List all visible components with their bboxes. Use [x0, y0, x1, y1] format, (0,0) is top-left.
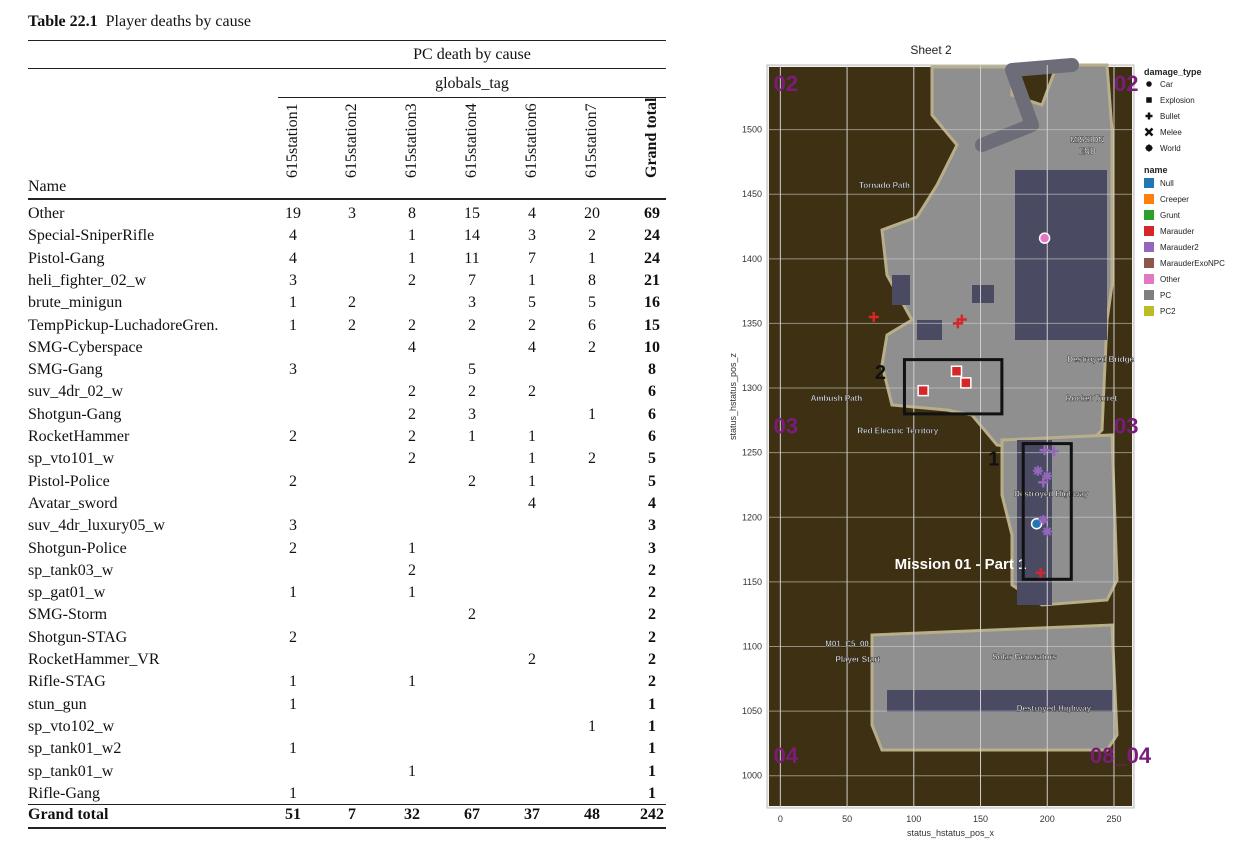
legend-color-label: Grunt: [1160, 211, 1181, 220]
cell-value: 20: [584, 205, 600, 222]
cell-value: 5: [528, 294, 536, 312]
legend-shape-label: Car: [1160, 80, 1173, 89]
table-row: [0, 629, 690, 651]
cell-value: 7: [348, 806, 356, 823]
grand-total-row: [0, 806, 690, 828]
map-label: Destroyed Highway: [1014, 489, 1089, 499]
map-label: Destroyed Highway: [1016, 704, 1092, 714]
cell-value: 15: [464, 205, 480, 222]
legend-shape-glyph: [1146, 129, 1153, 136]
row-name: Shotgun-STAG: [28, 628, 128, 646]
x-tick-label: 200: [1039, 814, 1055, 824]
cell-value: 1: [289, 316, 297, 334]
column-header: [637, 97, 667, 194]
y-tick-label: 1200: [741, 512, 762, 523]
legend-color-swatch: [1144, 290, 1154, 300]
cell-value: 6: [588, 316, 596, 334]
legend-shape-item: [1146, 144, 1181, 153]
map-label: Destroyed Bridge: [1067, 355, 1134, 365]
row-name: Special-SniperRifle: [28, 227, 155, 245]
sector-label: 03: [773, 413, 799, 439]
cell-value: 1: [408, 227, 416, 245]
table-row: [0, 339, 690, 361]
cell-value: 3: [289, 361, 297, 379]
cell-value: 2: [468, 383, 476, 401]
legend-color-item: [1144, 306, 1176, 316]
cell-value: 3: [648, 539, 656, 557]
legend-color-label: Marauder: [1160, 227, 1195, 236]
cell-value: 2: [648, 561, 656, 579]
legend-color-label: Marauder2: [1160, 243, 1199, 252]
row-name: Grand total: [28, 806, 109, 823]
cell-value: 8: [648, 361, 656, 379]
cell-value: 1: [289, 673, 297, 691]
legend-shape-glyph: [1146, 113, 1153, 120]
column-header-label: 615station1: [284, 103, 301, 178]
table-row: [0, 428, 690, 450]
column-header: [397, 100, 427, 194]
map-label: M01_C5_00: [825, 639, 869, 649]
cell-value: 5: [588, 294, 596, 312]
cell-value: 10: [644, 338, 660, 356]
cell-value: 3: [289, 517, 297, 535]
column-header: [337, 100, 367, 194]
row-name: Rifle-STAG: [28, 673, 106, 691]
table-row: [0, 763, 690, 785]
legend-shape-item: [1146, 96, 1195, 105]
tag-rule: [278, 97, 666, 98]
row-name: sp_gat01_w: [28, 584, 106, 602]
cell-value: 51: [285, 806, 301, 823]
table-row: [0, 673, 690, 695]
y-tick-label: 1350: [741, 318, 762, 329]
legend-shape-item: [1146, 128, 1183, 137]
legend-color-item: [1144, 194, 1189, 204]
cell-value: 1: [528, 450, 536, 468]
cell-value: 2: [289, 428, 297, 445]
cell-value: 7: [468, 271, 476, 289]
cell-value: 1: [289, 784, 297, 802]
cell-value: 1: [289, 584, 297, 602]
map-building: [1015, 170, 1107, 340]
legend-shape-label: Bullet: [1160, 112, 1181, 121]
cell-value: 2: [408, 316, 416, 334]
row-name: Shotgun-Gang: [28, 405, 122, 423]
map-label: Tornado Path: [858, 180, 910, 190]
cell-value: 48: [584, 806, 600, 823]
row-name: sp_tank01_w2: [28, 740, 122, 758]
table-row: [0, 406, 690, 428]
row-name: Rifle-Gang: [28, 784, 100, 802]
cell-value: 8: [588, 271, 596, 289]
cell-value: 1: [468, 428, 476, 445]
cell-value: 32: [404, 806, 420, 823]
cell-value: 2: [468, 606, 476, 624]
legend-color-item: [1144, 226, 1195, 236]
cell-value: 3: [468, 405, 476, 423]
legend-color-item: [1144, 178, 1174, 188]
cell-value: 4: [408, 338, 416, 356]
row-name: RocketHammer_VR: [28, 651, 160, 668]
y-tick-label: 1100: [742, 641, 762, 652]
table-row: [0, 205, 690, 227]
column-header-label: 615station3: [403, 103, 420, 178]
cell-value: 11: [464, 249, 480, 267]
legend-color-swatch: [1144, 178, 1154, 188]
cell-value: 14: [464, 227, 480, 245]
cell-value: 24: [644, 227, 660, 245]
table-row: [0, 294, 690, 316]
y-tick-label: 1400: [741, 253, 762, 264]
table-row: [0, 383, 690, 405]
cell-value: 1: [528, 428, 536, 445]
cell-value: 1: [408, 539, 416, 557]
cell-value: 6: [648, 383, 656, 401]
legend-shape-title: damage_type: [1144, 67, 1202, 77]
row-name: Avatar_sword: [28, 494, 118, 512]
sector-label: 03: [1113, 413, 1139, 439]
y-tick-label: 1300: [741, 383, 762, 394]
cell-value: 242: [640, 806, 664, 823]
header-rule: [28, 68, 666, 69]
row-name: heli_fighter_02_w: [28, 271, 147, 289]
cell-value: 4: [648, 494, 656, 512]
row-name: stun_gun: [28, 695, 87, 713]
y-tick-label: 1250: [741, 447, 762, 458]
sector-label: 02: [773, 70, 799, 96]
cell-value: 2: [408, 271, 416, 289]
row-name: suv_4dr_luxury05_w: [28, 517, 165, 535]
data-point: [1033, 466, 1043, 476]
caption-number: Table 22.1: [28, 13, 98, 30]
cell-value: 2: [648, 651, 656, 668]
cell-value: 2: [588, 338, 596, 356]
cell-value: 1: [408, 249, 416, 267]
y-tick-label: 1050: [741, 706, 762, 717]
legend-shape-label: World: [1160, 144, 1181, 153]
map-background: [769, 65, 1132, 806]
cell-value: 2: [289, 472, 297, 490]
legend-color-swatch: [1144, 226, 1154, 236]
map-label: Player Start: [835, 654, 880, 664]
cell-value: 1: [648, 717, 656, 735]
cell-value: 24: [644, 249, 660, 267]
legend-color-label: PC2: [1160, 307, 1176, 316]
y-tick-label: 1500: [741, 124, 762, 135]
cell-value: 1: [408, 584, 416, 602]
cell-value: 2: [408, 450, 416, 468]
cell-value: 37: [524, 806, 540, 823]
row-name: TempPickup-LuchadoreGren.: [28, 316, 219, 334]
cell-value: 6: [648, 405, 656, 423]
row-name: SMG-Cyberspace: [28, 338, 143, 356]
x-tick-label: 150: [973, 814, 989, 824]
cell-value: 1: [528, 271, 536, 289]
cell-value: 2: [348, 294, 356, 312]
region-number: 1: [988, 448, 1000, 471]
cell-value: 4: [289, 249, 297, 267]
row-name: SMG-Gang: [28, 361, 103, 379]
cell-value: 2: [588, 227, 596, 245]
chart-title: Sheet 2: [910, 43, 952, 57]
table-row: [0, 540, 690, 562]
legend-color-label: Other: [1160, 275, 1181, 284]
data-point: [961, 378, 971, 388]
row-name: Other: [28, 205, 65, 222]
cell-value: 19: [285, 205, 301, 222]
x-tick-label: 50: [842, 814, 853, 824]
table-row: [0, 317, 690, 339]
row-name: suv_4dr_02_w: [28, 383, 124, 401]
cell-value: 1: [648, 762, 656, 780]
row-name: sp_tank01_w: [28, 762, 114, 780]
legend-color-label: Creeper: [1160, 195, 1189, 204]
legend-shape-glyph: [1146, 97, 1153, 104]
legend-color-item: [1144, 242, 1199, 252]
sector-label: 08_04: [1089, 742, 1152, 768]
table-row: [0, 696, 690, 718]
cell-value: 1: [408, 762, 416, 780]
table-caption: [28, 13, 251, 31]
cell-value: 2: [408, 428, 416, 445]
legend-color-swatch: [1144, 210, 1154, 220]
y-tick-label: 1000: [741, 770, 762, 781]
cell-value: 69: [644, 205, 660, 222]
legend-color-swatch: [1144, 306, 1154, 316]
table-row: [0, 651, 690, 673]
column-header: [517, 100, 547, 194]
legend-shape-glyph: [1146, 81, 1153, 88]
table-row: [0, 517, 690, 539]
cell-value: 2: [588, 450, 596, 468]
name-column-header: Name: [28, 178, 67, 195]
caption-text: Player deaths by cause: [105, 13, 251, 30]
legend-color-swatch: [1144, 274, 1154, 284]
map-scatter-chart: [712, 35, 1246, 850]
table-row: [0, 740, 690, 762]
column-header-label: Grand total: [643, 97, 660, 178]
legend-shape-item: [1146, 80, 1174, 89]
y-tick-label: 1150: [742, 576, 762, 587]
y-axis-label: status_hstatus_pos_z: [728, 352, 738, 441]
column-header: [278, 100, 308, 194]
table-row: [0, 272, 690, 294]
column-header: [457, 100, 487, 194]
table-row: [0, 718, 690, 740]
table-header-tag: globals_tag: [435, 75, 509, 92]
map-label: Ambush Path: [810, 393, 863, 403]
x-tick-label: 250: [1106, 814, 1122, 824]
sector-label: 02: [1113, 70, 1139, 96]
cell-value: 4: [528, 205, 536, 222]
row-name: Pistol-Police: [28, 472, 110, 490]
legend-color-item: [1144, 274, 1180, 284]
cell-value: 2: [468, 316, 476, 334]
cell-value: 2: [289, 539, 297, 557]
region-number: 2: [874, 361, 886, 384]
cell-value: 1: [648, 695, 656, 713]
data-point: [918, 386, 928, 396]
row-name: sp_tank03_w: [28, 561, 114, 579]
cell-value: 1: [528, 472, 536, 490]
cell-value: 2: [408, 561, 416, 579]
cell-value: 2: [528, 651, 536, 668]
cell-value: 4: [528, 494, 536, 512]
cell-value: 16: [644, 294, 660, 312]
cell-value: 3: [348, 205, 356, 222]
row-name: sp_vto101_w: [28, 450, 115, 468]
mission-label: Mission 01 - Part 1: [894, 555, 1027, 573]
column-header-label: 615station4: [463, 103, 480, 178]
x-axis-label: status_hstatus_pos_x: [906, 828, 995, 838]
row-name: Shotgun-Police: [28, 539, 127, 557]
y-tick-label: 1450: [741, 189, 762, 200]
table-row: [0, 495, 690, 517]
table-row: [0, 473, 690, 495]
sector-label: 04: [773, 742, 799, 768]
column-header: [577, 100, 607, 194]
data-point: [952, 366, 962, 376]
cell-value: 1: [289, 740, 297, 758]
x-tick-label: 100: [906, 814, 922, 824]
legend-color-swatch: [1144, 258, 1154, 268]
legend-shape-glyph: [1146, 145, 1153, 152]
cell-value: 2: [468, 472, 476, 490]
cell-value: 1: [289, 695, 297, 713]
cell-value: 3: [648, 517, 656, 535]
table-row: [0, 606, 690, 628]
cell-value: 5: [468, 361, 476, 379]
legend-shape-label: Explosion: [1160, 96, 1195, 105]
legend-color-item: [1144, 210, 1181, 220]
data-point: [1040, 233, 1050, 243]
cell-value: 3: [289, 271, 297, 289]
row-name: SMG-Storm: [28, 606, 108, 624]
cell-value: 1: [408, 673, 416, 691]
legend-color-swatch: [1144, 194, 1154, 204]
cell-value: 2: [348, 316, 356, 334]
cell-value: 2: [408, 383, 416, 401]
cell-value: 2: [528, 383, 536, 401]
map-label: Rocket Turret: [1065, 393, 1118, 403]
cell-value: 2: [408, 405, 416, 423]
legend-shape-label: Melee: [1160, 128, 1182, 137]
header-bottom-rule: [28, 198, 666, 200]
row-name: Pistol-Gang: [28, 249, 105, 267]
cell-value: 2: [648, 606, 656, 624]
legend-color-label: Null: [1160, 179, 1174, 188]
legend-color-label: MarauderExoNPC: [1160, 259, 1225, 268]
legend-color-label: PC: [1160, 291, 1172, 300]
map-label: MISSION: [1070, 135, 1105, 145]
table-row: [0, 450, 690, 472]
cell-value: 1: [648, 740, 656, 758]
row-name: RocketHammer: [28, 428, 130, 445]
cell-value: 5: [648, 472, 656, 490]
cell-value: 67: [464, 806, 480, 823]
legend-shape-item: [1146, 112, 1181, 121]
cell-value: 4: [289, 227, 297, 245]
cell-value: 2: [528, 316, 536, 334]
cell-value: 1: [289, 294, 297, 312]
map-building: [892, 275, 910, 305]
chart-svg: [712, 35, 1246, 850]
table-row: [0, 361, 690, 383]
table-row: [0, 584, 690, 606]
row-name: brute_minigun: [28, 294, 123, 312]
cell-value: 1: [648, 784, 656, 802]
cell-value: 1: [588, 717, 596, 735]
cell-value: 4: [528, 338, 536, 356]
column-header-label: 615station7: [583, 103, 600, 178]
cell-value: 8: [408, 205, 416, 222]
legend-color-item: [1144, 258, 1225, 268]
map-label: Red Electric Territory: [857, 426, 939, 436]
cell-value: 2: [289, 628, 297, 646]
cell-value: 1: [588, 405, 596, 423]
cell-value: 3: [468, 294, 476, 312]
total-rule: [28, 804, 666, 805]
bottom-rule: [28, 827, 666, 829]
cell-value: 5: [648, 450, 656, 468]
cell-value: 2: [648, 628, 656, 646]
cell-value: 2: [648, 584, 656, 602]
map-lower-terrain: [872, 625, 1117, 750]
legend-color-title: name: [1144, 165, 1168, 175]
row-name: sp_vto102_w: [28, 717, 115, 735]
x-tick-label: 0: [777, 814, 783, 824]
table-row: [0, 562, 690, 584]
top-rule: [28, 40, 666, 41]
table-header-title: PC death by cause: [413, 46, 531, 63]
cell-value: 3: [528, 227, 536, 245]
legend-color-swatch: [1144, 242, 1154, 252]
table-row: [0, 250, 690, 272]
cell-value: 7: [528, 249, 536, 267]
cell-value: 6: [648, 428, 656, 445]
cell-value: 15: [644, 316, 660, 334]
cell-value: 1: [588, 249, 596, 267]
map-building: [972, 285, 994, 303]
column-header-label: 615station2: [343, 103, 360, 178]
map-label: END: [1078, 147, 1096, 157]
column-header-label: 615station6: [523, 103, 540, 178]
cell-value: 2: [648, 673, 656, 691]
cell-value: 21: [644, 271, 660, 289]
legend-color-item: [1144, 290, 1171, 300]
table-row: [0, 227, 690, 249]
map-label: Solar Generators: [992, 652, 1058, 662]
